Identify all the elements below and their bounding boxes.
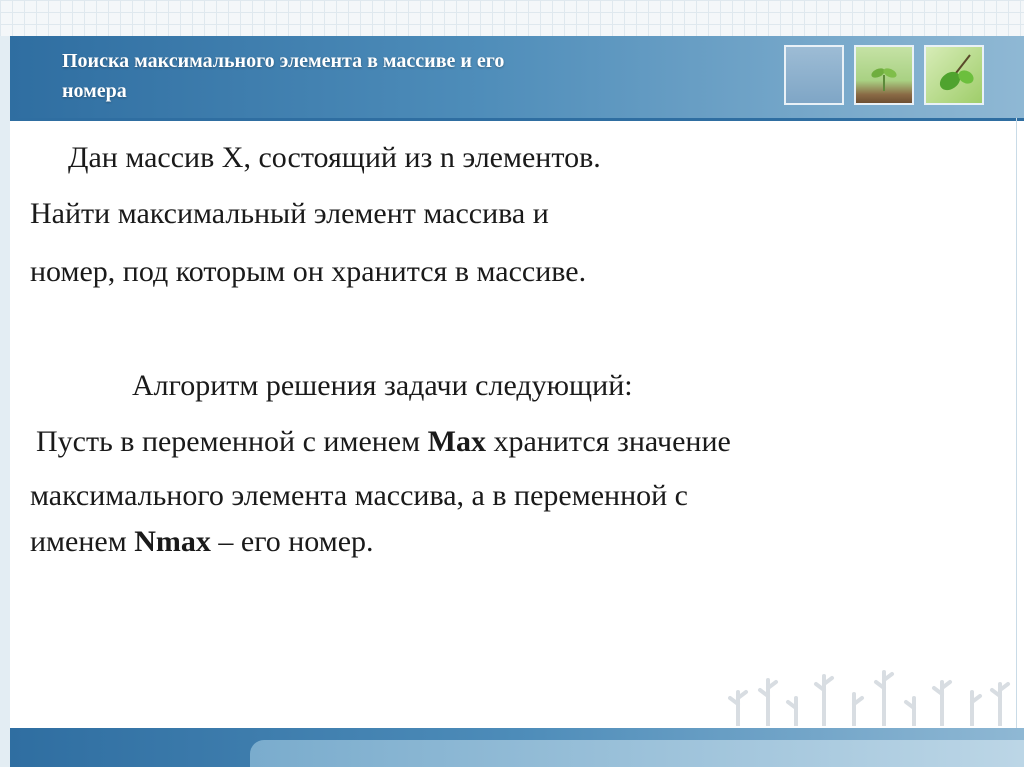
nmax-variable: Nmax [134, 525, 211, 558]
right-border [1016, 118, 1017, 728]
body-line-3: номер, под которым он хранится в массиве. [30, 255, 587, 288]
plants-decoration-icon [728, 668, 1018, 726]
body-line-6: максимального элемента массива, а в переменной с [30, 479, 688, 512]
body-line-5-pre: Пусть в переменной с именем [36, 425, 428, 458]
max-variable: Max [427, 425, 486, 458]
side-rail [0, 36, 10, 767]
leaf-icon [926, 47, 982, 103]
body-line-4: Алгоритм решения задачи следующий: [132, 369, 633, 402]
slide-title-line2: номера [62, 80, 127, 102]
blue-square-image [784, 45, 844, 105]
body-line-5 [36, 424, 731, 460]
slide-title-line1: Поиска максимального элемента в массиве и его [62, 50, 505, 72]
body-line-2: Найти максимальный элемент массива и [30, 197, 549, 230]
body-line-7 [30, 524, 374, 560]
header-underline [10, 118, 1024, 121]
body-line-7-pre: именем [30, 525, 135, 558]
body-line-5-post: хранится значение [485, 425, 731, 458]
body-line-7-post: – его номер. [210, 525, 374, 558]
leaf-image [924, 45, 984, 105]
sprout-image [854, 45, 914, 105]
body-line-1: Дан массив Х, состоящий из n элементов. [68, 141, 601, 174]
footer-tab [250, 740, 1024, 767]
title-banner [10, 36, 1024, 118]
sprout-icon [856, 47, 912, 103]
slide-title [62, 46, 702, 106]
top-grid-pattern [0, 0, 1024, 36]
